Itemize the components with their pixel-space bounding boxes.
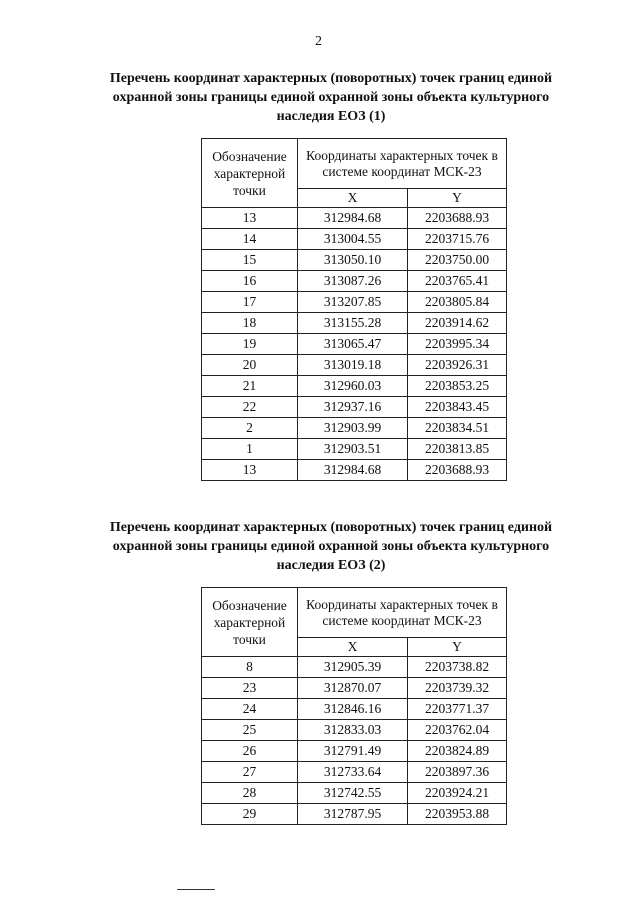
cell-point: 25: [202, 720, 298, 741]
coordinates-table-eoz-1: [201, 138, 507, 481]
cell-y: 2203914.62: [408, 313, 507, 334]
header-y: Y: [408, 189, 507, 208]
cell-x: 312903.99: [298, 418, 408, 439]
section-title-eoz-1: Перечень координат характерных (поворотных) точек границ единой охранной зоны границы единой охранной зоны объекта культурного наследия ЕОЗ (1): [109, 71, 553, 124]
table-body: [202, 208, 507, 481]
cell-point: 26: [202, 741, 298, 762]
cell-x: 313050.10: [298, 250, 408, 271]
cell-point: 29: [202, 804, 298, 825]
cell-x: 312833.03: [298, 720, 408, 741]
cell-y: 2203843.45: [408, 397, 507, 418]
cell-x: 313207.85: [298, 292, 408, 313]
cell-point: 20: [202, 355, 298, 376]
cell-y: 2203924.21: [408, 783, 507, 804]
cell-point: 8: [202, 657, 298, 678]
table-row: [202, 313, 507, 334]
cell-y: 2203834.51: [408, 418, 507, 439]
cell-x: 312870.07: [298, 678, 408, 699]
header-y: Y: [408, 638, 507, 657]
header-x: X: [298, 638, 408, 657]
table-row: [202, 292, 507, 313]
cell-x: 312960.03: [298, 376, 408, 397]
cell-point: 18: [202, 313, 298, 334]
cell-x: 313004.55: [298, 229, 408, 250]
cell-x: 312984.68: [298, 460, 408, 481]
cell-y: 2203688.93: [408, 460, 507, 481]
cell-point: 1: [202, 439, 298, 460]
cell-x: 312846.16: [298, 699, 408, 720]
table-row: [202, 418, 507, 439]
table-body: [202, 657, 507, 825]
cell-y: 2203765.41: [408, 271, 507, 292]
cell-x: 312733.64: [298, 762, 408, 783]
cell-point: 27: [202, 762, 298, 783]
cell-y: 2203771.37: [408, 699, 507, 720]
cell-y: 2203750.00: [408, 250, 507, 271]
page-number: 2: [315, 34, 322, 49]
cell-point: 22: [202, 397, 298, 418]
cell-point: 17: [202, 292, 298, 313]
table-row: [202, 741, 507, 762]
cell-point: 23: [202, 678, 298, 699]
cell-point: 13: [202, 208, 298, 229]
table-row: [202, 678, 507, 699]
table-row: [202, 720, 507, 741]
cell-x: 313087.26: [298, 271, 408, 292]
cell-y: 2203897.36: [408, 762, 507, 783]
footer-rule: [177, 889, 215, 890]
header-point-label: Обозначение характерной точки: [202, 139, 298, 208]
cell-y: 2203715.76: [408, 229, 507, 250]
table-row: [202, 699, 507, 720]
table-row: [202, 334, 507, 355]
cell-x: 312787.95: [298, 804, 408, 825]
cell-x: 312791.49: [298, 741, 408, 762]
cell-point: 19: [202, 334, 298, 355]
cell-x: 312937.16: [298, 397, 408, 418]
table-row: [202, 804, 507, 825]
table-row: [202, 657, 507, 678]
coordinates-table-eoz-2: [201, 587, 507, 825]
cell-y: 2203762.04: [408, 720, 507, 741]
table-row: [202, 271, 507, 292]
table-row: [202, 783, 507, 804]
header-coordinates: Координаты характерных точек в системе координат МСК-23: [298, 139, 507, 189]
cell-point: 21: [202, 376, 298, 397]
cell-point: 28: [202, 783, 298, 804]
table-row: [202, 397, 507, 418]
section-title-eoz-2: Перечень координат характерных (поворотных) точек границ единой охранной зоны границы единой охранной зоны объекта культурного наследия ЕОЗ (2): [109, 520, 553, 573]
cell-y: 2203813.85: [408, 439, 507, 460]
cell-point: 2: [202, 418, 298, 439]
cell-x: 312905.39: [298, 657, 408, 678]
table-row: [202, 439, 507, 460]
table-row: [202, 376, 507, 397]
table-row: [202, 208, 507, 229]
cell-y: 2203926.31: [408, 355, 507, 376]
cell-y: 2203824.89: [408, 741, 507, 762]
table-row: [202, 229, 507, 250]
cell-y: 2203853.25: [408, 376, 507, 397]
table-row: [202, 460, 507, 481]
cell-point: 15: [202, 250, 298, 271]
table-row: [202, 762, 507, 783]
cell-x: 312984.68: [298, 208, 408, 229]
cell-point: 14: [202, 229, 298, 250]
header-coordinates: Координаты характерных точек в системе координат МСК-23: [298, 588, 507, 638]
cell-y: 2203739.32: [408, 678, 507, 699]
header-x: X: [298, 189, 408, 208]
table-row: [202, 355, 507, 376]
table-row: [202, 250, 507, 271]
cell-x: 313019.18: [298, 355, 408, 376]
cell-x: 313155.28: [298, 313, 408, 334]
cell-x: 313065.47: [298, 334, 408, 355]
cell-point: 24: [202, 699, 298, 720]
cell-x: 312742.55: [298, 783, 408, 804]
cell-y: 2203805.84: [408, 292, 507, 313]
cell-y: 2203995.34: [408, 334, 507, 355]
cell-x: 312903.51: [298, 439, 408, 460]
header-point-label: Обозначение характерной точки: [202, 588, 298, 657]
cell-y: 2203738.82: [408, 657, 507, 678]
cell-point: 16: [202, 271, 298, 292]
cell-y: 2203688.93: [408, 208, 507, 229]
cell-point: 13: [202, 460, 298, 481]
cell-y: 2203953.88: [408, 804, 507, 825]
